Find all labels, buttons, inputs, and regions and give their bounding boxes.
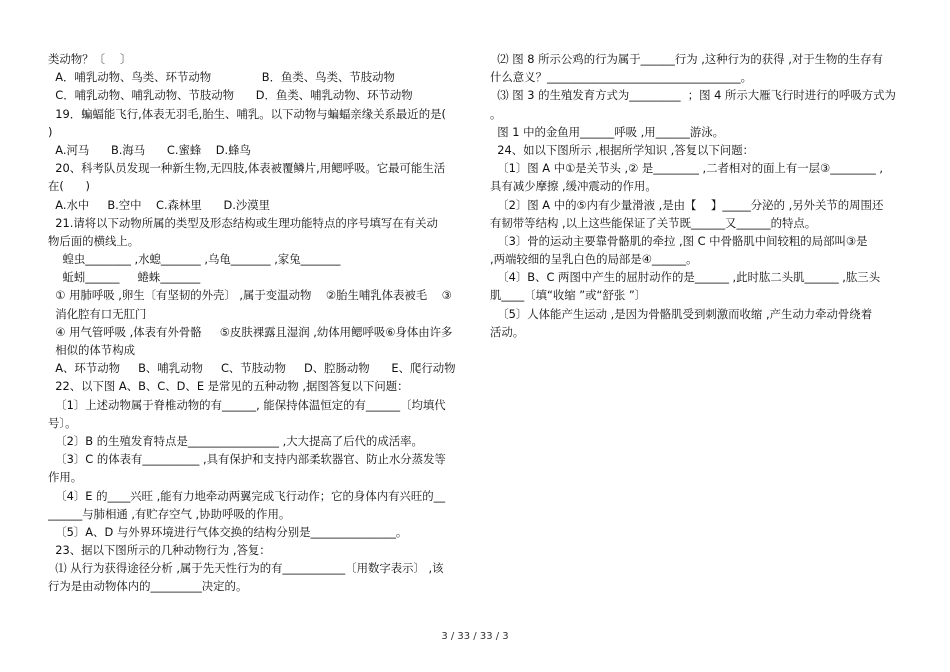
left-column-line: 〔3〕C 的体表有__________ ,具有保护和支持内部柔软器官、防止水分蒸发等 [48,452,446,467]
right-column [490,50,902,341]
left-column-line: ① 用肺呼吸 ,卵生〔有坚韧的外壳〕 ,属于变温动物 ②胎生哺乳体表被毛 ③ [48,288,452,303]
left-column-line: ) [48,124,53,139]
left-column-line: A.水中 B.空中 C.森林里 D.沙漠里 [48,197,271,212]
right-column-line: 。 [490,106,502,121]
left-column-line: 21.请将以下动物所属的类型及形态结构或生理功能特点的序号填写在有关动 [48,215,438,230]
right-column-line: 图 1 中的金鱼用______呼吸 ,用______游泳。 [490,124,725,139]
left-column-line: A.河马 B.海马 C.蜜蜂 D.蜂鸟 [48,142,251,157]
left-column-line: ______与肺相通 ,有贮存空气 ,协助呼吸的作用。 [48,506,291,521]
left-column-line: 物后面的横线上。 [48,233,140,248]
left-column-line: 行为是由动物体内的_________决定的。 [48,579,248,594]
page-footer: 3 / 33 / 33 / 3 [441,631,509,642]
left-column-line: A、环节动物 B、哺乳动物 C、节肢动物 D、腔肠动物 E、爬行动物 [48,361,456,376]
left-column-line: 号〕。 [48,415,77,430]
right-column-line: 〔3〕骨的运动主要靠骨骼肌的牵拉 ,图 C 中骨骼肌中间较粗的局部叫③是 [490,233,868,248]
right-column-line: 什么意义？__________________________________。 [490,70,752,85]
right-column-line: 24、如以下图所示 ,根据所学知识 ,答复以下问题： [490,142,755,157]
right-column-line: 〔4〕B、C 两图中产生的屈肘动作的是______ ,此时肱二头肌______ ,肱三头 [490,270,881,285]
left-column-line: 蝗虫________ ,水螅_______ ,乌龟_______ ,家兔_______ [48,252,341,267]
right-column-line: 〔2〕图 A 中的⑤内有少量滑液 ,是由【 】_____分泌的 ,另外关节的周围还 [490,197,884,212]
left-column-line: 23、据以下图所示的几种动物行为 ,答复： [48,543,271,558]
right-column-line: 〔5〕人体能产生运动 ,是因为骨骼肌受到刺激而收缩 ,产生动力牵动骨绕着 [490,306,873,321]
right-column-line: 肌____〔填“收缩 ”或“舒张 ”〕 [490,288,647,303]
left-column-line: 〔4〕E 的____兴旺 ,能有力地牵动两翼完成飞行动作；它的身体内有兴旺的__ [48,488,446,503]
left-column-line: 〔2〕B 的生殖发育特点是________________ ,大大提高了后代的成活率。 [48,433,423,448]
left-column-line: ⑴ 从行为获得途径分析 ,属于先天性行为的有___________〔用数字表示〕 ,该 [48,561,444,576]
left-column-line: 〔5〕A、D 与外界环境进行气体交换的结构分别是_______________。 [48,524,408,539]
right-column-line: ,两端较细的呈乳白色的局部是④______。 [490,252,698,267]
right-column-line: 有韧带等结构 ,以上这些能保证了关节既______又______的特点。 [490,215,817,230]
right-column-line: 具有减少摩擦 ,缓冲震动的作用。 [490,179,657,194]
right-column-line: 〔1〕图 A 中①是关节头 ,② 是________ ,二者相对的面上有一层③________ , [490,161,884,176]
right-column-line: ⑶ 图 3 的生殖发育方式为_________ ；图 4 所示大雁飞行时进行的呼吸方式为 [490,88,896,103]
left-column-line: 作用。 [48,470,83,485]
right-column-line: 活动。 [490,324,525,339]
left-column-line: 22、以下图 A、B、C、D、E 是常见的五种动物 ,据图答复以下问题： [48,379,409,394]
left-column-line: A．哺乳动物、鸟类、环节动物 B．鱼类、鸟类、节肢动物 [48,70,395,85]
left-column-line: ④ 用气管呼吸 ,体表有外骨骼 ⑤皮肤裸露且湿润 ,幼体用鳃呼吸⑥身体由许多 [48,324,453,339]
left-column-line: 20、科考队员发现一种新生物,无四肢,体表被覆鳞片,用鳃呼吸。它最可能生活 [48,161,446,176]
left-column-line: 消化腔有口无肛门 [48,306,147,321]
left-column-line: 蚯蚓______ 蜷蛛_______ [48,270,201,285]
right-column-line: ⑵ 图 8 所示公鸡的行为属于______行为 ,这种行为的获得 ,对于生物的生存有 [490,52,883,66]
left-column-line: 在( ) [48,179,91,194]
left-column-line: 〔1〕上述动物属于脊椎动物的有______, 能保持体温恒定的有______〔均填代 [48,397,446,412]
left-column-line: C．哺乳动物、哺乳动物、节肢动物 D．鱼类、哺乳动物、环节动物 [48,88,413,103]
left-column-line: 类动物？〔 〕 [48,52,132,66]
left-column [48,50,468,596]
left-column-line: 19．蝙蝠能飞行,体表无羽毛,胎生、哺乳。以下动物与蝙蝠亲缘关系最近的是( [48,106,446,121]
left-column-line: 相似的体节构成 [48,343,135,357]
